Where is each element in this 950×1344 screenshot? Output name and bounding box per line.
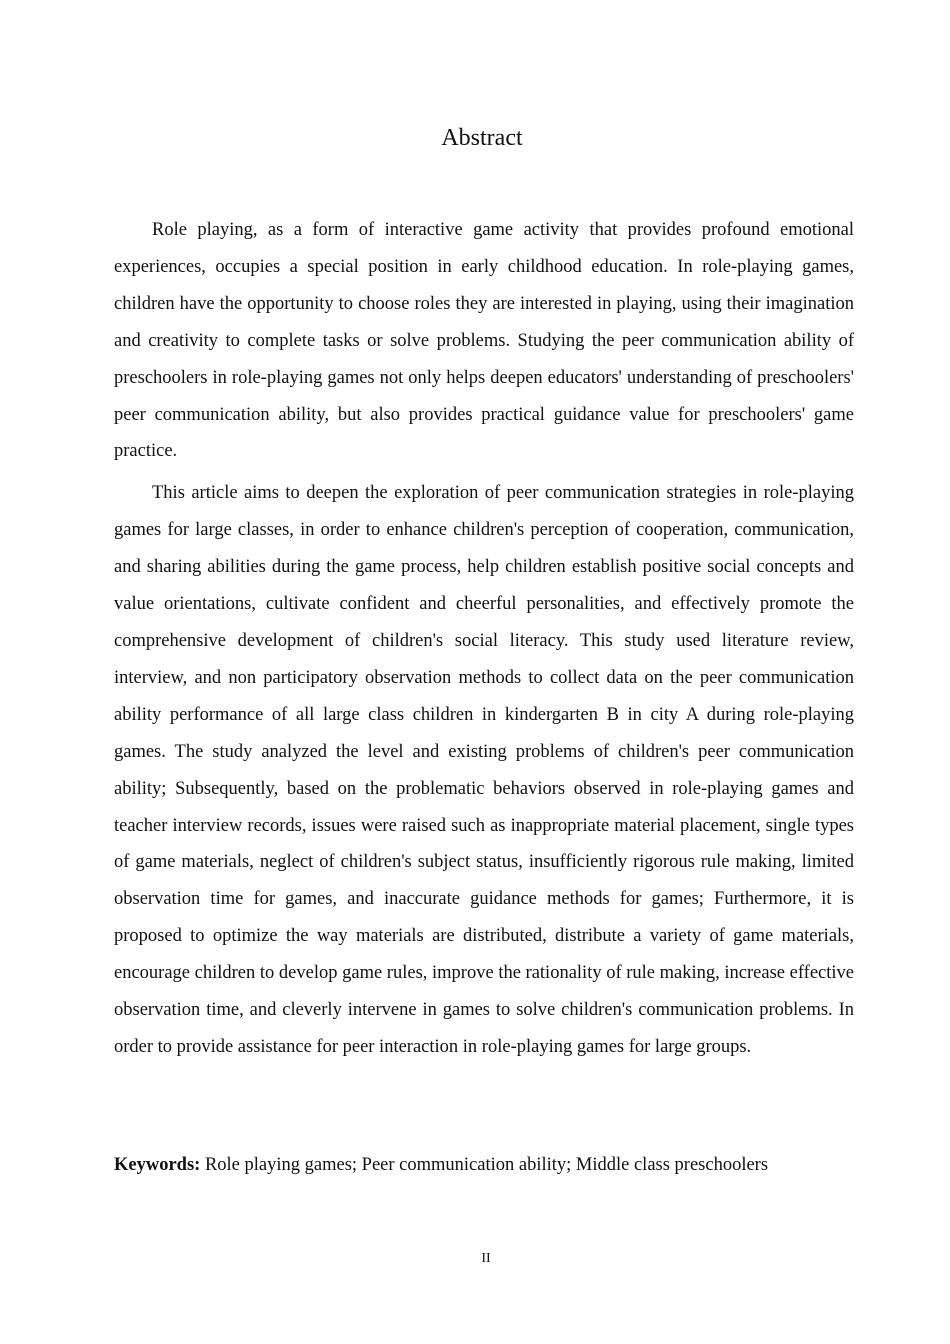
keywords-text: Role playing games; Peer communication ability; Middle class preschoolers — [204, 1155, 769, 1175]
paragraph-1: Role playing, as a form of interactive game activity that provides profound emotional experiences, occupies a special position in early childhood education. In role-playing games, children have the opportunity to choose roles they are interested in playing, using their imagination and creativity to complete tasks or solve problems. Studying the peer communication ability of preschoolers in role-playing games not only helps deepen educators' understanding of preschoolers' peer communication ability, but also provides practical guidance value for preschoolers' game practice. — [114, 220, 854, 462]
keywords-label: Keywords: — [114, 1155, 201, 1175]
keywords-line — [114, 1149, 854, 1181]
paragraph-2: This article aims to deepen the exploration of peer communication strategies in role-playing games for large classes, in order to enhance children's perception of cooperation, communication, and sharing abilities during the game process, help children establish positive social concepts and value orientations, cultivate confident and cheerful personalities, and effectively promote the comprehensive development of children's social literacy. This study used literature review, interview, and non participatory observation methods to collect data on the peer communication ability performance of all large class children in kindergarten B in city A during role-playing games. The study analyzed the level and existing problems of children's peer communication ability; Subsequently, based on the problematic behaviors observed in role-playing games and teacher interview records, issues were raised such as inappropriate material placement, single types of game materials, neglect of children's subject status, insufficiently rigorous rule making, limited observation time for games, and inaccurate guidance methods for games; Furthermore, it is proposed to optimize the way materials are distributed, distribute a variety of game materials, encourage children to develop game rules, improve the rationality of rule making, increase effective observation time, and cleverly intervene in games to solve children's communication problems. In order to provide assistance for peer interaction in role-playing games for large groups. — [114, 483, 854, 1057]
page-number: II — [481, 1251, 491, 1266]
page-title: Abstract — [441, 125, 523, 151]
abstract-body — [114, 212, 854, 1071]
